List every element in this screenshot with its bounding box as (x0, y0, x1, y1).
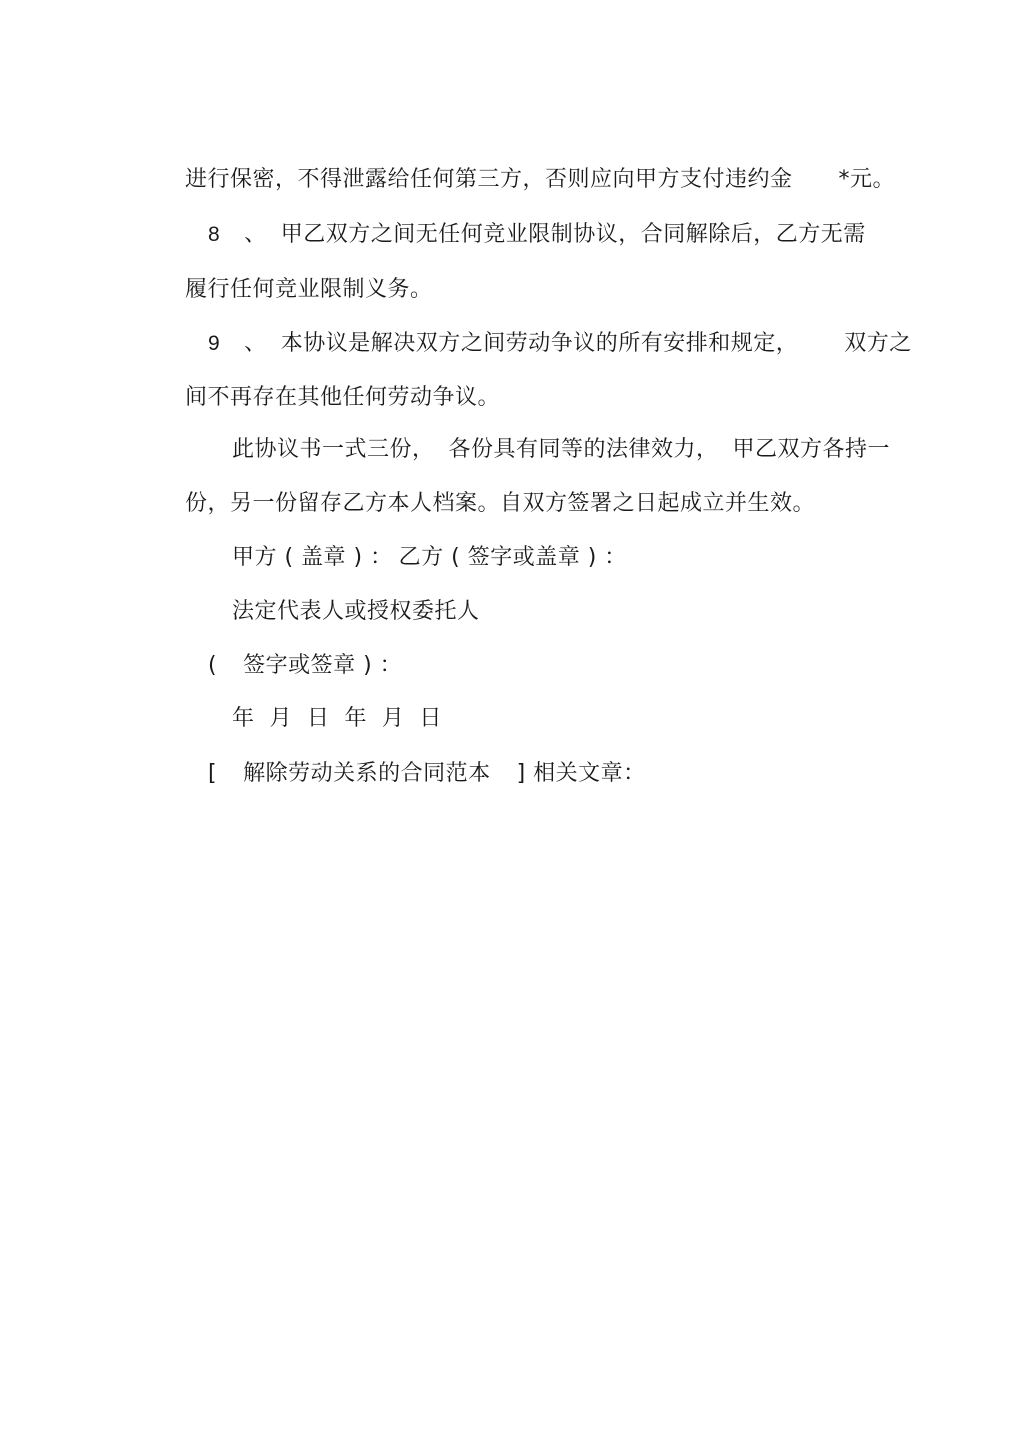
sign-open-paren: ( (207, 653, 218, 678)
copies-continuation-text: 份，另一份留存乙方本人档案。自双方签署之日起成立并生效。 (184, 491, 815, 516)
representative-label: 法定代表人或授权委托人 (231, 599, 480, 624)
related-title: 解除劳动关系的合同范本 (243, 761, 491, 786)
related-articles (178, 732, 646, 816)
item-9-text-a: 本协议是解决双方之间劳动争议的所有安排和规定， (280, 331, 799, 356)
copies-part-1: 此协议书一式三份， (231, 437, 435, 462)
party-b-label: 乙方 ( 签字或盖章 ) ： (398, 545, 627, 570)
confidentiality-text: 进行保密，不得泄露给任何第三方，否则应向甲方支付违约金 (184, 167, 793, 192)
item-9-number: 9 (207, 332, 221, 355)
party-a-label: 甲方 ( 盖章 ) ： (231, 545, 393, 570)
penalty-amount: *元。 (838, 167, 896, 192)
item-8-separator: 、 (244, 222, 267, 247)
item-9-separator: 、 (244, 331, 267, 356)
item-8-continuation-text: 履行任何竞业限制义务。 (184, 277, 433, 302)
related-open-bracket: [ (207, 761, 218, 786)
copies-part-3: 甲乙双方各持一 (732, 437, 891, 462)
date-placeholder: 年 月 日 年 月 日 (231, 706, 442, 731)
sign-label: 签字或签章 ) ： (243, 653, 403, 678)
related-label: ] 相关文章： (516, 761, 646, 786)
copies-part-2: 各份具有同等的法律效力， (448, 437, 719, 462)
item-9-continuation-text: 间不再存在其他任何劳动争议。 (184, 385, 500, 410)
item-8-text: 甲乙双方之间无任何竞业限制协议，合同解除后，乙方无需 (280, 222, 866, 247)
item-8-number: 8 (207, 223, 221, 246)
item-9-text-b: 双方之 (844, 331, 912, 356)
